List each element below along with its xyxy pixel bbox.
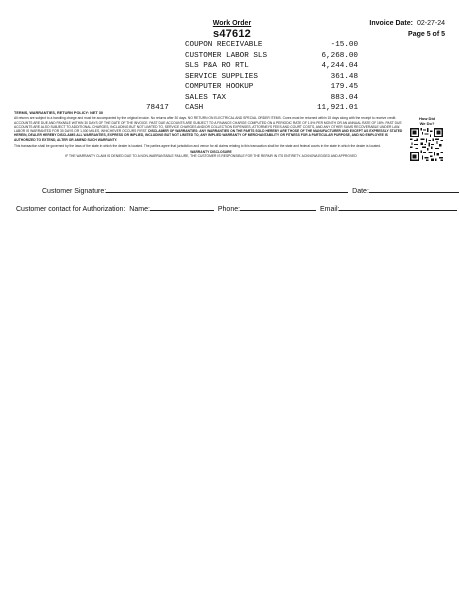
date-field[interactable]	[369, 186, 459, 193]
invoice-info	[369, 20, 445, 38]
line-item-amount: 361.48	[330, 72, 358, 81]
name-field[interactable]	[150, 204, 214, 211]
line-item-amount: 4,244.04	[321, 62, 358, 70]
terms-paragraph	[14, 116, 408, 142]
line-item-description: SALES TAX	[185, 93, 227, 102]
phone-label: Phone:	[217, 206, 241, 213]
line-item-description: SERVICE SUPPLIES	[185, 72, 258, 81]
disclaimer-text: DISCLAIMER OF WARRANTIES: ANY WARRANTIES ON THE PARTS SOLD HEREBY ARE THOSE OF THE MANUFACTURER AND EXCEPT AS EXPRESSLY STATED HEREIN, DEALER HEREBY DISCLAIMS ALL WARRANTIES, EXPRESS OR IMPLIED, INCLUDING BUT NOT LIMITED TO, ANY IMPLIED WARRANTY OF MERCHANTABILITY OR FITNESS FOR A PARTICULAR PURPOSE, AND NO EMPLOYEE IS AUTHORIZED TO EXTEND, ALTER OR AMEND SUCH WARRANTY.	[14, 129, 403, 142]
page-indicator: Page 5 of 5	[408, 31, 445, 38]
work-order-number: s47612	[213, 28, 251, 40]
email-label: Email:	[320, 206, 340, 213]
terms-title: TERMS, WARRANTIES, RETURN POLICY: NET 30	[14, 111, 103, 115]
customer-signature-field[interactable]	[106, 186, 348, 193]
line-item-description: CASH	[185, 104, 204, 112]
line-item-description: CUSTOMER LABOR SLS	[185, 51, 268, 60]
name-label: Name:	[129, 206, 150, 213]
line-item-description: SLS P&A RO RTL	[185, 62, 249, 70]
survey-label-line2: We Do?	[419, 121, 435, 126]
line-items	[140, 40, 358, 114]
line-item-amount: 883.04	[330, 93, 358, 102]
customer-signature-label: Customer Signature:	[42, 188, 107, 195]
invoice-date	[369, 20, 445, 27]
work-order-header	[196, 20, 268, 40]
line-item	[140, 72, 358, 83]
line-item-amount: 11,921.01	[316, 104, 358, 112]
warranty-disclosure-title: WARRANTY DISCLOSURE	[190, 149, 232, 154]
line-item-code: 78417	[146, 104, 169, 112]
line-item	[140, 82, 358, 93]
invoice-date-value: 02-27-24	[416, 20, 445, 27]
line-item	[140, 61, 358, 72]
work-order-label: Work Order	[212, 20, 252, 27]
phone-field[interactable]	[240, 204, 316, 211]
signature-row	[42, 186, 459, 195]
line-item-amount: 179.45	[330, 83, 358, 91]
line-item-description: COMPUTER HOOKUP	[185, 83, 254, 91]
date-label: Date:	[352, 188, 369, 195]
survey-label-line1: How Did	[419, 116, 435, 121]
line-item-description: COUPON RECEIVABLE	[185, 41, 263, 49]
line-item-amount: 6,268.00	[321, 51, 358, 60]
terms-section	[14, 111, 408, 158]
warranty-disclosure-text: IF THE WARRANTY CLAIM IS DENIED DUE TO A NON-WARRANTABLE FAILURE, THE CUSTOMER IS RESPONSIBLE FOR THE REPAIR IN ITS ENTIRETY. ACKNOWLEDGED AND APPROVED	[65, 154, 357, 159]
invoice-date-label: Invoice Date:	[369, 20, 413, 27]
line-item-amount: -15.00	[330, 41, 358, 49]
qr-code-icon[interactable]	[410, 128, 443, 161]
survey-label	[412, 116, 442, 126]
jurisdiction-paragraph: This transaction shall be governed by the laws of the state in which the dealer is located. The parties agree that jurisdiction and venue for all claims relating to this transaction shall be the state and federal courts in the state in which the dealer is located.	[14, 143, 382, 148]
line-item	[140, 40, 358, 51]
contact-authorization-label: Customer contact for Authorization:	[16, 206, 126, 213]
line-item	[140, 93, 358, 104]
contact-row	[16, 204, 457, 213]
email-field[interactable]	[339, 204, 457, 211]
line-item	[140, 51, 358, 62]
terms-text: All returns are subject to a handling charge and must be accompanied by the original invoice. No returns after 30 days. NO RETURN ON ELECTRICAL AND SPECIAL ORDER ITEMS. Cores must be returned within 15 days along with the receipt to receive credit. ACCOUNTS ARE DUE AND PAYABLE WITHIN 30 DAYS OF THE DATE OF THE INVOICE. PAST DUE ACCOUNTS ARE SUBJECT TO A FINANCE CHARGE COMPUTED ON A PERIODIC RATE OF 1.5% PER MONTH OR AN ANNUAL RATE OF 18%. PAST DUE ACCOUNTS ARE ALSO SUBJECT TO ADDITIONAL CHARGES, INCLUDING BUT NOT LIMITED TO, SERVICE CHARGES AND/OR COLLECTION EXPENSES, ATTORNEYS FEES AND COURT COSTS, AND ANY OTHER SUMS RECOVERABLE UNDER LAW. LABOR IS WARRANTED FOR 30 DAYS OR 1,000 MILES, WHICHEVER OCCURS FIRST.	[14, 116, 402, 134]
